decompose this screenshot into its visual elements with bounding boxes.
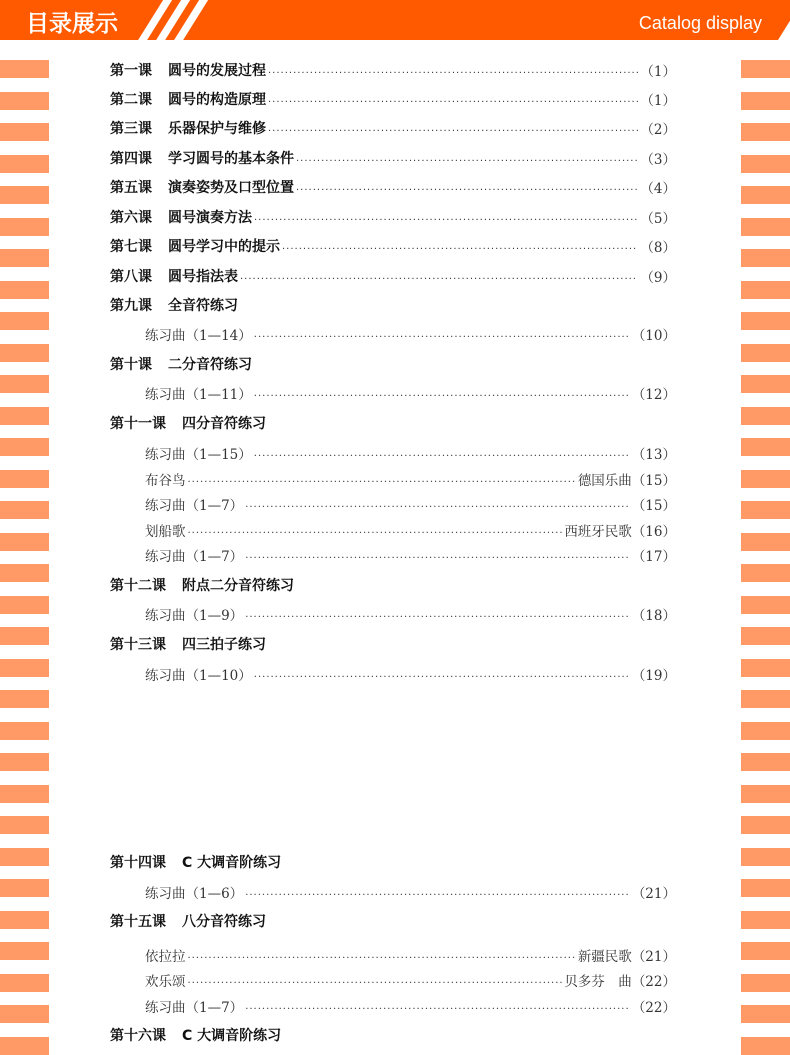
stripe-decoration xyxy=(741,92,790,110)
stripe-decoration xyxy=(0,627,49,645)
entry-title: 练习曲（1—14） xyxy=(145,328,252,344)
stripe-decoration xyxy=(0,690,49,708)
entry-title: 附点二分音符练习 xyxy=(182,578,294,594)
entry-title: 练习曲（1—11） xyxy=(145,387,252,403)
entry-title: 学习圆号的基本条件 xyxy=(168,151,294,167)
stripe-decoration xyxy=(0,218,49,236)
entry-title: 练习曲（1—7） xyxy=(145,549,244,565)
entry-title: 练习曲（1—15） xyxy=(145,447,252,463)
entry-title: C 大调音阶练习 xyxy=(182,855,282,871)
page-number: （19） xyxy=(631,668,676,684)
page-number: （16） xyxy=(631,524,676,540)
page-number: （22） xyxy=(631,1000,676,1016)
toc-item-row xyxy=(145,663,676,685)
stripe-decoration xyxy=(741,123,790,141)
toc-item-row xyxy=(145,323,676,345)
stripe-decoration xyxy=(741,879,790,897)
stripe-decoration xyxy=(741,407,790,425)
stripe-decoration xyxy=(0,722,49,740)
dot-leader xyxy=(268,123,638,139)
dot-leader xyxy=(188,474,576,490)
entry-title: 练习曲（1—9） xyxy=(145,608,244,624)
stripe-decoration xyxy=(741,1005,790,1023)
dot-leader xyxy=(254,388,630,404)
stripe-decoration xyxy=(741,249,790,267)
dot-leader xyxy=(245,550,630,566)
stripe-decoration xyxy=(0,407,49,425)
toc-lesson-row xyxy=(110,59,676,81)
header-title: 目录展示 xyxy=(26,11,118,37)
stripe-decoration xyxy=(0,186,49,204)
stripe-decoration xyxy=(0,249,49,267)
entry-title: 划船歌 xyxy=(145,524,186,540)
page-number: （5） xyxy=(640,211,676,227)
dot-leader xyxy=(188,950,576,966)
entry-title: 圆号的构造原理 xyxy=(168,92,266,108)
stripe-decoration xyxy=(741,501,790,519)
stripe-decoration xyxy=(741,218,790,236)
toc-item-row xyxy=(145,442,676,464)
toc-item-row xyxy=(145,468,676,490)
dot-leader xyxy=(245,887,630,903)
dot-leader xyxy=(254,212,638,228)
dot-leader xyxy=(245,1001,630,1017)
stripe-decoration xyxy=(741,375,790,393)
entry-title: 四三拍子练习 xyxy=(182,637,266,653)
toc-lesson-row xyxy=(110,1024,676,1046)
entry-title: 演奏姿势及口型位置 xyxy=(168,180,294,196)
stripe-decoration xyxy=(0,848,49,866)
lesson-number: 第四课 xyxy=(110,151,152,167)
stripe-decoration xyxy=(0,1037,49,1055)
entry-title: 八分音符练习 xyxy=(182,914,266,930)
stripe-decoration xyxy=(0,438,49,456)
toc-lesson-row xyxy=(110,910,676,932)
stripe-decoration xyxy=(0,281,49,299)
entry-title: 欢乐颂 xyxy=(145,974,186,990)
page-number: （22） xyxy=(631,974,676,990)
lesson-number: 第六课 xyxy=(110,210,152,226)
stripe-decoration xyxy=(0,470,49,488)
stripe-decoration xyxy=(0,564,49,582)
stripe-decoration xyxy=(0,155,49,173)
stripe-decoration xyxy=(0,344,49,362)
stripe-decoration xyxy=(741,942,790,960)
toc-lesson-row xyxy=(110,176,676,198)
toc-lesson-row xyxy=(110,294,676,316)
stripe-decoration xyxy=(741,816,790,834)
stripe-decoration xyxy=(0,123,49,141)
stripe-decoration xyxy=(741,785,790,803)
stripe-decoration xyxy=(741,911,790,929)
stripe-decoration xyxy=(0,753,49,771)
dot-leader xyxy=(254,329,630,345)
stripe-decoration xyxy=(0,375,49,393)
lesson-number: 第二课 xyxy=(110,92,152,108)
lesson-number: 第五课 xyxy=(110,180,152,196)
dot-leader xyxy=(268,65,638,81)
entry-title: 布谷鸟 xyxy=(145,473,186,489)
toc-lesson-row xyxy=(110,265,676,287)
stripe-decoration xyxy=(741,186,790,204)
entry-title: 全音符练习 xyxy=(168,298,238,314)
stripe-decoration xyxy=(0,501,49,519)
entry-title: 圆号演奏方法 xyxy=(168,210,252,226)
toc-lesson-row xyxy=(110,851,676,873)
entry-title: 二分音符练习 xyxy=(168,357,252,373)
toc-lesson-row xyxy=(110,633,676,655)
stripe-decoration xyxy=(0,974,49,992)
stripe-decoration xyxy=(741,722,790,740)
dot-leader xyxy=(240,271,638,287)
page-number: （10） xyxy=(631,328,676,344)
lesson-number: 第八课 xyxy=(110,269,152,285)
lesson-number: 第十二课 xyxy=(110,578,166,594)
stripe-decoration xyxy=(0,816,49,834)
lesson-number: 第三课 xyxy=(110,121,152,137)
page-number: （21） xyxy=(631,886,676,902)
page-number: （18） xyxy=(631,608,676,624)
dot-leader xyxy=(188,525,563,541)
stripe-decoration xyxy=(741,533,790,551)
page-number: （9） xyxy=(640,270,676,286)
lesson-number: 第十三课 xyxy=(110,637,166,653)
stripe-decoration xyxy=(741,564,790,582)
lesson-number: 第九课 xyxy=(110,298,152,314)
toc-lesson-row xyxy=(110,206,676,228)
page-number: （13） xyxy=(631,447,676,463)
stripe-decoration xyxy=(0,1005,49,1023)
toc-item-row xyxy=(145,944,676,966)
stripe-decoration xyxy=(0,312,49,330)
dot-leader xyxy=(282,241,638,257)
page-number: （4） xyxy=(640,181,676,197)
stripe-decoration xyxy=(741,596,790,614)
lesson-number: 第十一课 xyxy=(110,416,166,432)
toc-lesson-row xyxy=(110,88,676,110)
toc-lesson-row xyxy=(110,147,676,169)
stripe-decoration xyxy=(741,281,790,299)
stripe-decoration xyxy=(0,942,49,960)
dot-leader xyxy=(245,609,630,625)
toc-lesson-row xyxy=(110,353,676,375)
lesson-number: 第十四课 xyxy=(110,855,166,871)
entry-author: 新疆民歌 xyxy=(577,949,632,965)
stripe-decoration xyxy=(0,785,49,803)
dot-leader xyxy=(188,975,563,991)
entry-title: 圆号的发展过程 xyxy=(168,63,266,79)
stripe-decoration xyxy=(741,470,790,488)
stripe-decoration xyxy=(741,627,790,645)
toc-item-row xyxy=(145,995,676,1017)
entry-title: 练习曲（1—10） xyxy=(145,668,252,684)
toc-lesson-row xyxy=(110,574,676,596)
toc-lesson-row xyxy=(110,235,676,257)
toc-item-row xyxy=(145,544,676,566)
toc-item-row xyxy=(145,969,676,991)
header-end-slash xyxy=(778,0,790,40)
stripe-decoration xyxy=(741,438,790,456)
entry-title: C 大调音阶练习 xyxy=(182,1028,282,1044)
catalog-header xyxy=(0,0,790,40)
dot-leader xyxy=(254,669,630,685)
stripe-decoration xyxy=(741,690,790,708)
page-number: （12） xyxy=(631,387,676,403)
stripe-decoration xyxy=(741,1037,790,1055)
entry-title: 圆号学习中的提示 xyxy=(168,239,280,255)
toc-item-row xyxy=(145,382,676,404)
lesson-number: 第十课 xyxy=(110,357,152,373)
page-number: （17） xyxy=(631,549,676,565)
lesson-number: 第七课 xyxy=(110,239,152,255)
stripe-decoration xyxy=(0,596,49,614)
entry-title: 四分音符练习 xyxy=(182,416,266,432)
stripe-decoration xyxy=(0,92,49,110)
lesson-number: 第十六课 xyxy=(110,1028,166,1044)
dot-leader xyxy=(254,448,630,464)
stripe-decoration xyxy=(0,911,49,929)
entry-title: 乐器保护与维修 xyxy=(168,121,266,137)
stripe-decoration xyxy=(741,848,790,866)
stripe-decoration xyxy=(741,753,790,771)
stripe-decoration xyxy=(741,60,790,78)
stripe-decoration xyxy=(0,60,49,78)
dot-leader xyxy=(268,94,638,110)
stripe-decoration xyxy=(741,312,790,330)
page-number: （15） xyxy=(631,473,676,489)
entry-title: 练习曲（1—7） xyxy=(145,498,244,514)
dot-leader xyxy=(296,153,638,169)
lesson-number: 第一课 xyxy=(110,63,152,79)
page-number: （21） xyxy=(631,949,676,965)
entry-author: 西班牙民歌 xyxy=(564,524,632,540)
toc-lesson-row xyxy=(110,412,676,434)
page-number: （2） xyxy=(640,122,676,138)
lesson-number: 第十五课 xyxy=(110,914,166,930)
stripe-decoration xyxy=(741,344,790,362)
stripe-decoration xyxy=(741,659,790,677)
toc-lesson-row xyxy=(110,117,676,139)
toc-item-row xyxy=(145,881,676,903)
entry-author: 贝多芬 曲 xyxy=(564,974,632,990)
stripe-decoration xyxy=(0,879,49,897)
stripe-decoration xyxy=(741,974,790,992)
toc-item-row xyxy=(145,493,676,515)
page-number: （1） xyxy=(640,93,676,109)
toc-item-row xyxy=(145,603,676,625)
toc-item-row xyxy=(145,519,676,541)
entry-title: 练习曲（1—7） xyxy=(145,1000,244,1016)
stripe-decoration xyxy=(741,155,790,173)
entry-title: 练习曲（1—6） xyxy=(145,886,244,902)
entry-author: 德国乐曲 xyxy=(577,473,632,489)
entry-title: 依拉拉 xyxy=(145,949,186,965)
page-number: （3） xyxy=(640,152,676,168)
stripe-decoration xyxy=(0,659,49,677)
header-subtitle: Catalog display xyxy=(638,13,762,33)
entry-title: 圆号指法表 xyxy=(168,269,238,285)
dot-leader xyxy=(245,499,630,515)
dot-leader xyxy=(296,182,638,198)
page-number: （8） xyxy=(640,240,676,256)
page-number: （1） xyxy=(640,64,676,80)
stripe-decoration xyxy=(0,533,49,551)
page-number: （15） xyxy=(631,498,676,514)
